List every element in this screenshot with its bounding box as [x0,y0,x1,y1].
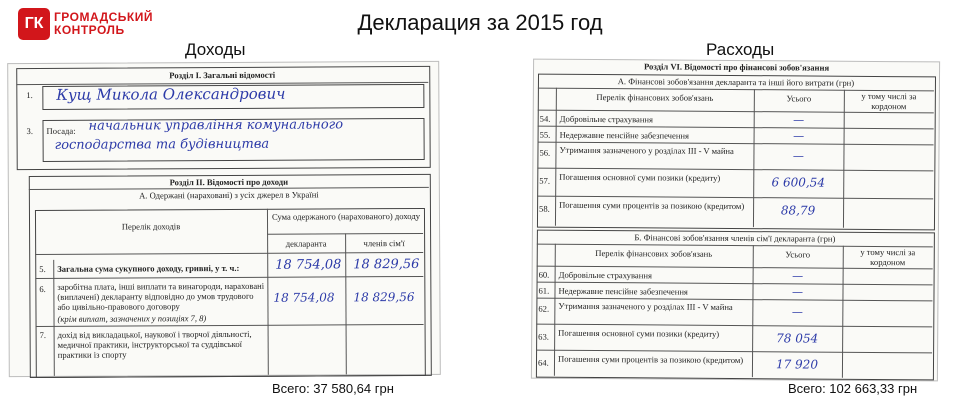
row5-text: Загальна сума сукупного доходу, гривні, у т. ч.: [57,262,240,274]
row7-number: 7. [39,329,47,340]
row57-number: 57. [539,175,551,186]
section2-title: Розділ II. Відомості про доходи [169,176,289,188]
row54-total: — [793,113,805,127]
row64-number: 64. [537,357,549,368]
expenses-total: Всего: 102 663,33 грн [788,381,918,396]
row60-total: — [792,269,804,283]
page-title: Декларация за 2015 год [357,10,603,35]
col-income-list: Перелік доходів [121,221,181,232]
row57-text: Погашення основної суми позики (кредиту) [559,171,721,183]
income-header: Доходы [185,40,246,59]
table-a-col-total: Усього [786,93,812,104]
income-document-scan [7,61,441,377]
row62-total: — [791,305,803,319]
row1-number: 1. [26,89,33,101]
row56-total: — [792,149,804,163]
row63-text: Погашення основної суми позики (кредиту) [558,327,720,339]
row55-text: Недержавне пенсійне забезпечення [559,129,690,141]
col-income-sum: Сума одержаного (нарахованого) доходу [271,210,421,222]
table-a-col-list: Перелік фінансових зобов'язань [596,92,714,103]
section1-title: Розділ I. Загальні відомості [169,69,276,81]
row55-total: — [793,129,805,143]
row6-text: заробітна плата, інші виплати та винагороди, нараховані (виплачені) декларанту відповідно до умов трудового або цивільно-правового договору [57,280,265,312]
section2-subtitle: А. Одержані (нараховані) з усіх джерел в Україні [139,189,319,201]
row3-number: 3. [26,125,34,137]
row63-number: 63. [538,331,549,342]
row6-family-value: 18 829,56 [353,290,415,305]
position-value-line2: господарства та будівництва [54,136,270,153]
row6-note: (крім виплат, зазначених у позиціях 7, 8) [57,313,207,324]
expenses-document-scan [531,59,940,382]
row61-number: 61. [538,285,550,296]
row58-number: 58. [539,203,550,214]
table-a-col-abroad: у тому числі за кордоном [861,90,917,112]
section6-title: Розділ VI. Відомості про фінансові зобов'язання [643,61,830,73]
position-value-line1: начальник управління комунального [88,117,344,134]
logo-badge: ГК [18,8,50,40]
row62-text: Утримання зазначеного у розділах III - V майна [558,300,733,312]
row6-declarant-value: 18 754,08 [273,290,335,305]
row61-total: — [791,285,804,299]
expenses-header: Расходы [706,40,775,59]
row54-text: Добровільне страхування [559,113,654,125]
row63-total: 78 054 [776,331,819,346]
table-b-col-abroad: у тому числі за кордоном [860,246,916,268]
table-b-title: Б. Фінансові зобов'язання членів сім'ї декларанта (грн) [634,232,836,244]
income-total: Всего: 37 580,64 грн [272,381,394,396]
table-b-col-total: Усього [785,249,811,260]
logo-text: ГРОМАДСЬКИЙ КОНТРОЛЬ [54,10,154,37]
row7-text: дохід від викладацької, наукової і творчої діяльності, медичної практики, інструкторської та суддівської практики із спорту [57,328,252,360]
row64-text: Погашення суми процентів за позикою (кредитом) [557,353,744,366]
row64-total: 17 920 [775,357,819,372]
row56-number: 56. [539,147,551,158]
table-a-title: А. Фінансові зобов'язання декларанта та інші його витрати (грн) [617,76,855,88]
row55-number: 55. [539,129,551,140]
row60-text: Добровільне страхування [558,269,652,281]
col-declarant: декларанта [285,238,327,249]
row58-total: 88,79 [780,203,816,218]
row56-text: Утримання зазначеного у розділах III - V майна [559,144,734,156]
row54-number: 54. [539,113,551,124]
declarant-name: Кущ Микола Олександрович [56,84,286,104]
row62-number: 62. [538,303,550,314]
row58-text: Погашення суми процентів за позикою (кредитом) [559,199,745,212]
col-family: членів сім'ї [363,238,405,249]
row5-family-value: 18 829,56 [353,256,420,273]
position-label: Посада: [46,125,76,136]
row61-text: Недержавне пенсійне забезпечення [558,285,688,297]
row5-declarant-value: 18 754,08 [275,257,342,273]
row6-number: 6. [39,283,46,294]
row60-number: 60. [538,269,550,280]
row5-number: 5. [39,263,46,274]
row57-total: 6 600,54 [771,175,826,190]
table-b-col-list: Перелік фінансових зобов'язань [595,248,713,259]
